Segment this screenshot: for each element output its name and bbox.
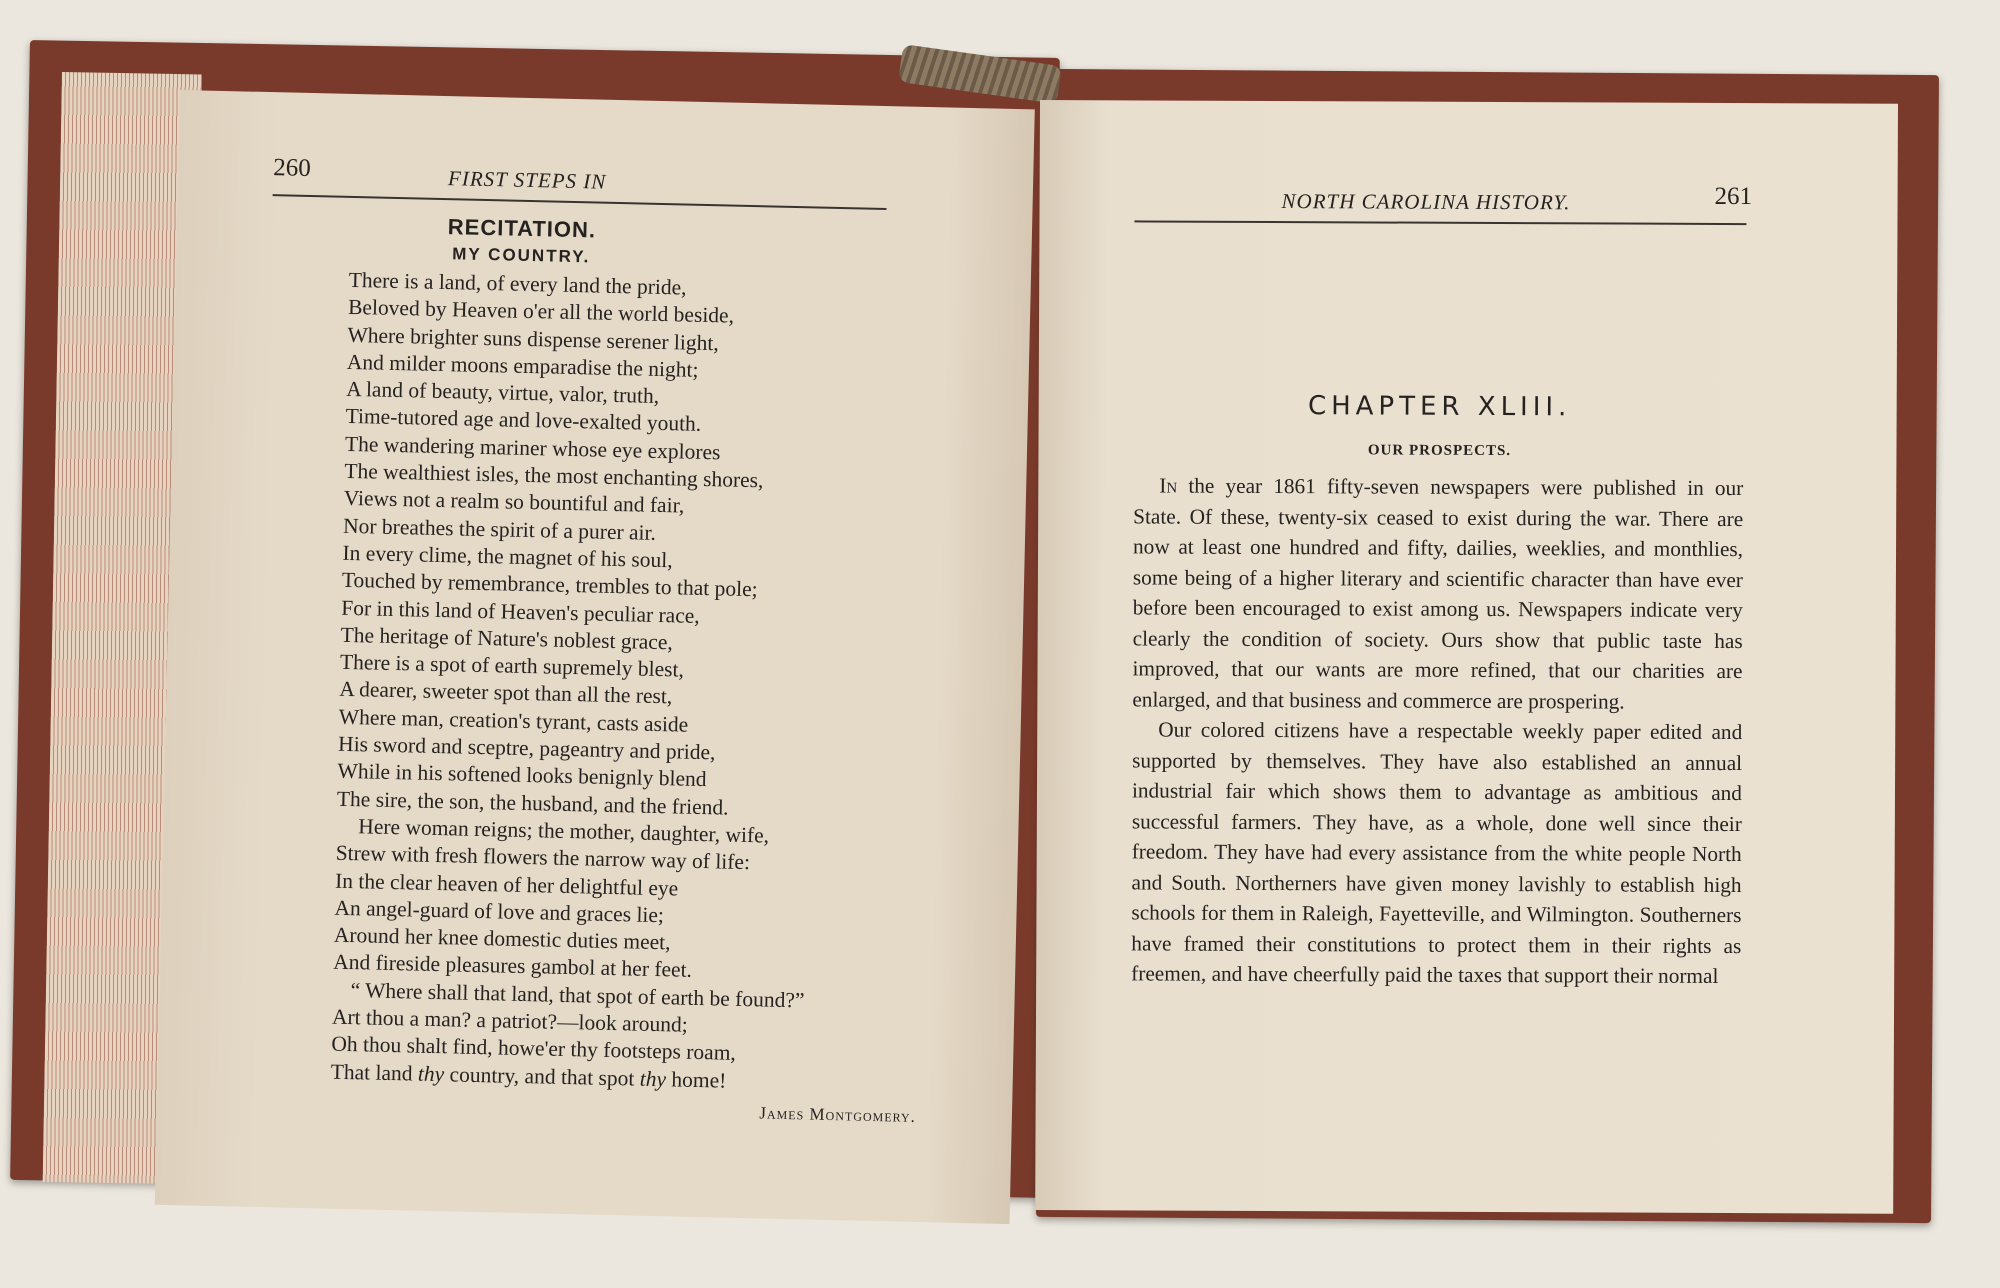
poem-line: Views not a realm so bountiful and fair, <box>343 486 685 518</box>
last-line-part: country, and that spot <box>443 1061 641 1091</box>
right-running-head <box>1039 178 1897 222</box>
right-page-number: 261 <box>1714 182 1753 211</box>
paragraph-2: Our colored citizens have a respectable weekly paper edited and supported by themselves. They have also established an annual industrial fair which shows them to advantage as ambitious and successful farmers. They have, as a whole, done well since their freedom. They have had every assistance from the white people North and South. Northerners have given money lavishly to establish high schools for them in Raleigh, Fayetteville, and Wilmington. Southerners have framed their constitutions to protect them in their rights as freemen, and have cheerfully paid the taxes that support their normal <box>1131 717 1743 988</box>
right-page <box>1035 100 1898 1214</box>
poem-line: Here woman reigns; the mother, daughter, wife, <box>358 814 770 848</box>
chapter-body <box>1131 470 1743 991</box>
poem-line: Around her knee domestic duties meet, <box>333 922 671 955</box>
poem-line: In the clear heaven of her delightful eye <box>334 868 679 901</box>
poem-line: His sword and sceptre, pageantry and pride, <box>337 731 716 765</box>
poem-line: In every clime, the magnet of his soul, <box>342 540 673 573</box>
poem-line: Nor breathes the spirit of a purer air. <box>342 513 657 545</box>
poem-line: A dearer, sweeter spot than all the rest, <box>339 677 673 709</box>
left-running-title: FIRST STEPS IN <box>447 166 607 194</box>
right-running-title: NORTH CAROLINA HISTORY. <box>1281 189 1571 215</box>
last-line-italic: thy <box>417 1061 445 1086</box>
poem-line: Touched by remembrance, trembles to that pole; <box>341 568 758 602</box>
poem-line: And milder moons emparadise the night; <box>346 349 699 382</box>
poem-line: Strew with fresh flowers the narrow way of life: <box>335 840 751 875</box>
right-header-rule <box>1134 220 1746 225</box>
poem-attribution: James Montgomery. <box>759 1103 917 1126</box>
poem-line: “ Where shall that land, that spot of earth be found?” <box>350 977 805 1013</box>
last-line-italic: thy <box>639 1066 667 1091</box>
poem-line: The wealthiest isles, the most enchanting shores, <box>344 458 764 493</box>
poem-line: Where brighter suns dispense serener light, <box>347 322 720 355</box>
last-line-part: home! <box>665 1066 727 1093</box>
poem-line: The sire, the son, the husband, and the friend. <box>336 786 729 820</box>
poem-line: The heritage of Nature's noblest grace, <box>340 622 674 655</box>
poem-line: There is a spot of earth supremely blest, <box>339 649 685 682</box>
poem-line: A land of beauty, virtue, valor, truth, <box>345 377 660 409</box>
poem <box>330 267 820 1096</box>
paragraph-1-text: the year 1861 fifty-seven newspapers were published in our State. Of these, twenty-six ceased to exist during the war. There are now at least one hundred and fifty, dailies, weeklies, and monthlies, some being of a higher literary and scientific character than have ever before been encouraged to exist among us. Newspapers indicate very clearly the condition of society. Ours show that public taste has improved, that our wants are more refined, that our charities are enlarged, and that business and commerce are prospering. <box>1132 473 1744 714</box>
last-line-part: That land <box>330 1059 419 1086</box>
poem-line: Time-tutored age and love-exalted youth. <box>345 404 702 437</box>
poem-line: Art thou a man? a patriot?—look around; <box>331 1004 689 1037</box>
poem-line: The wandering mariner whose eye explores <box>344 431 721 465</box>
poem-line: Where man, creation's tyrant, casts aside <box>338 704 689 737</box>
poem-line: Beloved by Heaven o'er all the world beside, <box>347 295 735 328</box>
drop-initial: In <box>1159 473 1178 498</box>
poem-line: An angel-guard of love and graces lie; <box>334 895 665 928</box>
poem-title: MY COUNTRY. <box>452 244 591 267</box>
recitation-heading: RECITATION. <box>447 214 597 243</box>
poem-line: There is a land, of every land the pride, <box>348 267 687 300</box>
left-page <box>155 90 1035 1224</box>
paragraph-1 <box>1132 470 1743 717</box>
poem-line: While in his softened looks benignly blend <box>337 759 707 792</box>
poem-line: And fireside pleasures gambol at her feet. <box>332 950 693 983</box>
left-page-number: 260 <box>272 154 312 182</box>
section-title: OUR PROSPECTS. <box>1367 442 1512 460</box>
chapter-title: CHAPTER XLIII. <box>1307 391 1572 423</box>
poem-line: For in this land of Heaven's peculiar race, <box>341 595 700 628</box>
poem-line: Oh thou shalt find, howe'er thy footsteps roam, <box>331 1031 737 1066</box>
